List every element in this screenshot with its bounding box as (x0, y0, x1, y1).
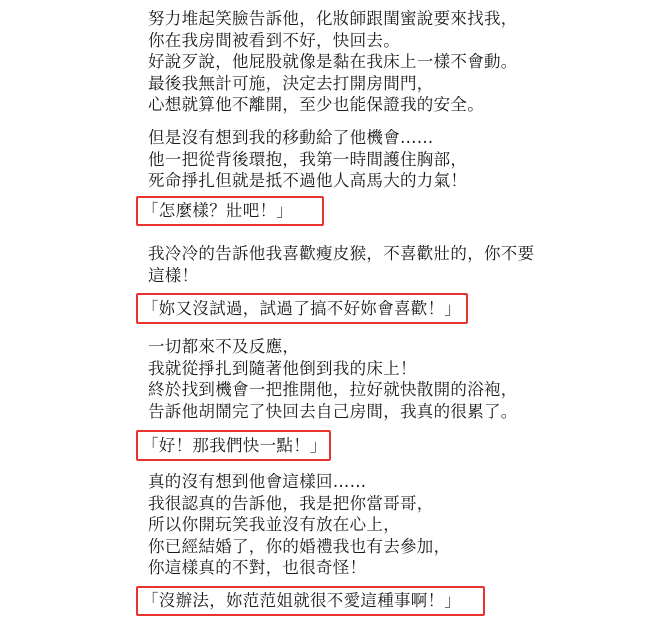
highlight-quote: 「怎麼樣？壯吧！」 (142, 201, 294, 220)
text-line: 他一把從背後環抱，我第一時間護住胸部， (148, 149, 468, 169)
text-line: 死命掙扎但就是抵不過他人高馬大的力氣！ (148, 171, 468, 190)
paragraph-4 (148, 336, 648, 422)
paragraph-3 (148, 243, 648, 286)
text-line: 你已經結婚了，你的婚禮我也有去參加， (148, 536, 451, 556)
text-line: 好說歹說，他屁股就像是黏在我床上一樣不會動。 (148, 52, 518, 71)
paragraph-2 (148, 127, 648, 192)
text-line: 我就從掙扎到隨著他倒到我的床上！ (148, 358, 417, 378)
highlight-quote: 「好！那我們快一點！」 (142, 436, 327, 455)
text-line: 我冷冷的告訴他我喜歡瘦皮猴，不喜歡壯的，你不要 (148, 244, 535, 263)
highlight-quote: 「妳又沒試過，試過了搞不好妳會喜歡！」 (142, 299, 462, 318)
paragraph-5 (148, 471, 648, 579)
text-line: 最後我無計可施，決定去打開房間門， (148, 73, 434, 93)
text-line: 我很認真的告訴他，我是把你當哥哥， (148, 493, 434, 513)
text-line: 心想就算他不離開，至少也能保證我的安全。 (148, 95, 484, 114)
text-line: 你在我房間被看到不好，快回去。 (148, 30, 400, 50)
text-line: 努力堆起笑臉告訴他，化妝師跟閨蜜說要來找我， (148, 9, 518, 28)
text-line: 這樣！ (148, 265, 199, 285)
text-line: 一切都來不及反應， (148, 337, 300, 356)
text-line: 終於找到機會一把推開他，拉好就快散開的浴袍， (148, 380, 518, 399)
text-line: 所以你開玩笑我並沒有放在心上， (148, 515, 400, 534)
paragraph-1 (148, 8, 648, 116)
highlight-quote: 「沒辦法，妳范范姐就很不愛這種事啊！」 (142, 591, 462, 610)
text-line: 真的沒有想到他會這樣回…… (148, 472, 367, 491)
text-line: 但是沒有想到我的移動給了他機會…… (148, 128, 434, 147)
text-line: 告訴他胡鬧完了快回去自己房間，我真的很累了。 (148, 401, 518, 421)
text-line: 你這樣真的不對，也很奇怪！ (148, 558, 367, 577)
